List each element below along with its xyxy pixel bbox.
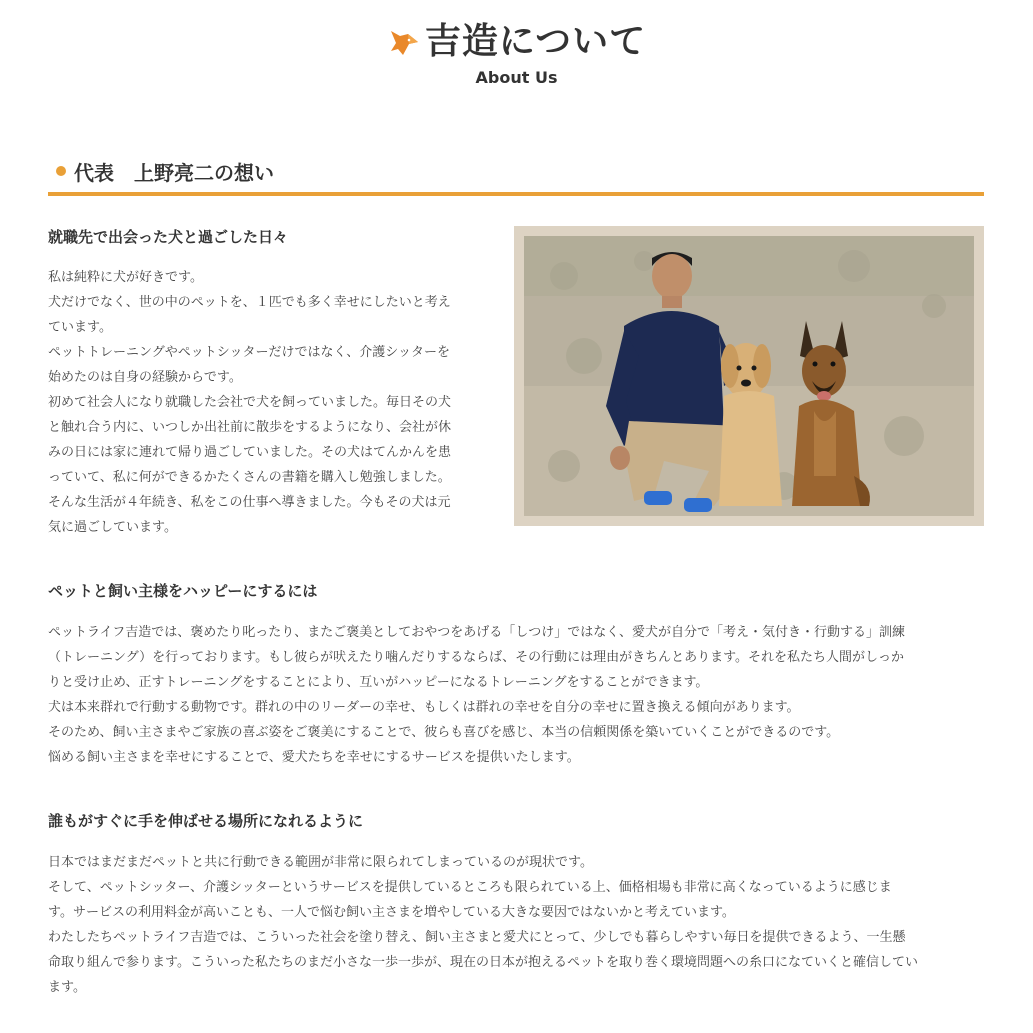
block3-line: ます。 (48, 980, 86, 995)
block3-line: わたしたちペットライフ吉造では、こういった社会を塗り替え、飼い主さまと愛犬にとって、少しでも暮らしやすい毎日を提供できるよう、一生懸 (48, 930, 906, 945)
fox-icon (387, 25, 421, 59)
block3-line: 命取り組んで参ります。こういった私たちのまだ小さな一歩一歩が、現在の日本が抱えるペットを取り巻く環境問題への糸口になていくと確信してい (48, 955, 918, 970)
block1-line: 気に過ごしています。 (48, 520, 177, 535)
block2-text (48, 620, 998, 770)
block3-line: そして、ペットシッター、介護シッターというサービスを提供しているところも限られている上、価格相場も非常に高くなっているように感じま (48, 880, 892, 895)
section-heading (48, 150, 984, 196)
page-subtitle: About Us (475, 68, 558, 87)
section-heading-text: 代表 上野亮二の想い (74, 160, 274, 185)
block1-line: と触れ合う内に、いつしか出社前に散歩をするようになり、会社が休 (48, 420, 452, 435)
photo-man-with-two-dogs (524, 236, 974, 516)
block1-line: みの日には家に連れて帰り過ごしていました。その犬はてんかんを患 (48, 445, 452, 460)
title-row (0, 18, 1033, 66)
block2-line: 犬は本来群れで行動する動物です。群れの中のリーダーの幸せ、もしくは群れの幸せを自分の幸せに置き換える傾向があります。 (48, 700, 800, 715)
page-header (0, 18, 1033, 87)
block1-line: っていて、私に何ができるかたくさんの書籍を購入し勉強しました。 (48, 470, 451, 485)
block1-line: 私は純粋に犬が好きです。 (48, 270, 203, 285)
block1-line: 始めたのは自身の経験からです。 (48, 370, 242, 385)
block1-line: 犬だけでなく、世の中のペットを、１匹でも多く幸せにしたいと考え (48, 295, 451, 310)
block3-line: す。サービスの利用料金が高いことも、一人で悩む飼い主さまを増やしている大きな要因ではないかと考えています。 (48, 905, 735, 920)
block2-line: （トレーニング）を行っております。もし彼らが吠えたり噛んだりするならば、その行動には理由がきちんとあります。それを私たち人間がしっか (48, 650, 905, 665)
block2-heading: ペットと飼い主様をハッピーにするには (48, 582, 318, 600)
block1-line: ています。 (48, 320, 112, 335)
block1-line: そんな生活が４年続き、私をこの仕事へ導きました。今もその犬は元 (48, 495, 451, 510)
block2-line: ペットライフ吉造では、褒めたり叱ったり、またご褒美としておやつをあげる「しつけ」ではなく、愛犬が自分で「考え・気付き・行動する」訓練 (48, 625, 905, 640)
photo-frame (514, 226, 984, 526)
block2-line: そのため、飼い主さまやご家族の喜ぶ姿をご褒美にすることで、彼らも喜びを感じ、本当の信頼関係を築いていくことができるのです。 (48, 725, 840, 740)
bullet-icon (56, 166, 66, 176)
block3-text (48, 850, 998, 1000)
block2-line: りと受け止め、正すトレーニングをすることにより、互いがハッピーになるトレーニングをすることができます。 (48, 675, 709, 690)
block1-line: 初めて社会人になり就職した会社で犬を飼っていました。毎日その犬 (48, 395, 452, 410)
block1-text (48, 265, 488, 540)
block3-line: 日本ではまだまだペットと共に行動できる範囲が非常に限られてしまっているのが現状です。 (48, 855, 593, 870)
block1-line: ペットトレーニングやペットシッターだけではなく、介護シッターを (48, 345, 450, 360)
block1-heading: 就職先で出会った犬と過ごした日々 (48, 228, 289, 246)
page-title: 吉造について (424, 21, 647, 62)
block2-line: 悩める飼い主さまを幸せにすることで、愛犬たちを幸せにするサービスを提供いたします。 (48, 750, 580, 765)
block3-heading: 誰もがすぐに手を伸ばせる場所になれるように (48, 812, 364, 830)
